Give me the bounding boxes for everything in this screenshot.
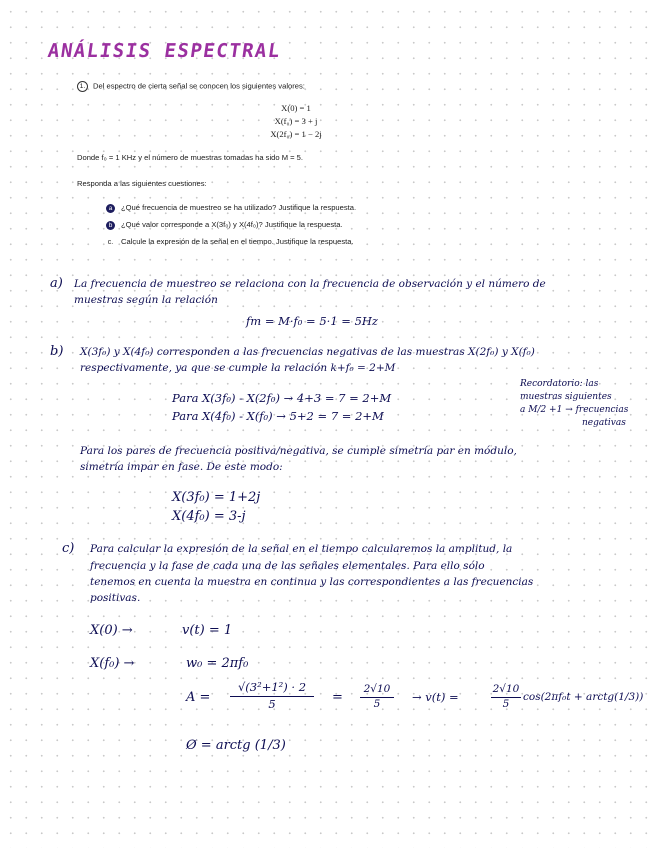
answer-b-line1: X(3f₀) y X(4f₀) corresponden a las frecuencias negativas de las muestras X(2f₀) y X(f₀) xyxy=(80,346,535,358)
answer-c-line4: positivas. xyxy=(90,592,141,604)
vt-coefficient-denominator: 5 xyxy=(502,698,510,710)
amplitude-denominator: 5 xyxy=(268,697,276,711)
question-c xyxy=(106,237,354,246)
question-b xyxy=(106,220,343,230)
question-a-marker: a xyxy=(106,204,115,213)
answer-c-line3: tenemos en cuenta la muestra en continua y las correspondientes a las frecuencias xyxy=(90,576,534,588)
vt-coefficient-numerator: 2√10 xyxy=(491,683,521,698)
answer-c-line1: Para calcular la expresión de la señal en el tiempo calcularemos la amplitud, la xyxy=(90,543,513,555)
answer-b-result1: X(3f₀) = 1+2j xyxy=(172,490,261,505)
reminder-line: Recordatorio: las xyxy=(520,379,599,389)
problem-intro-text: Del espectro de cierta señal se conocen los siguientes valores: xyxy=(93,81,305,91)
reminder-line: negativas xyxy=(582,418,626,428)
equation-x2f0: X(2f₀) = 1 − 2j xyxy=(270,129,322,139)
answer-b-result2: X(4f₀) = 3-j xyxy=(172,509,246,524)
answer-b-line3: Para los pares de frecuencia positiva/negativa, se cumple simetría par en módulo, xyxy=(80,445,517,457)
amplitude-simplified-numerator: 2√10 xyxy=(360,683,394,698)
answer-c-line2: frecuencia y la fase de cada una de las señales elementales. Para ello sólo xyxy=(90,560,485,572)
amplitude-equals: = xyxy=(332,690,343,705)
problem-prompt: Responda a las siguientes cuestiones: xyxy=(77,179,207,188)
answer-b-row2: Para X(4f₀) - X(f₀) → 5+2 = 7 = 2+M xyxy=(172,409,384,423)
page-title: ANÁLISIS ESPECTRAL xyxy=(46,40,283,62)
answer-c-label: c) xyxy=(62,541,75,556)
vt-arrow: → v(t) = xyxy=(412,690,459,704)
answer-b-line4: simetría impar en fase. De este modo: xyxy=(80,461,283,473)
equation-x0: X(0) = 1 xyxy=(281,103,311,113)
amplitude-simplified xyxy=(360,683,394,710)
vt-constant: v(t) = 1 xyxy=(182,623,233,638)
answer-b-label: b) xyxy=(50,344,64,359)
amplitude-label: A = xyxy=(186,690,211,705)
reminder-line: a M/2 +1 → frecuencias xyxy=(520,405,629,415)
question-a-text: ¿Qué frecuencia de muestreo se ha utilizado? Justifique la respuesta. xyxy=(121,203,357,212)
amplitude-numerator: √(3²+1²) · 2 xyxy=(230,680,314,697)
question-b-marker: b xyxy=(106,221,115,230)
question-c-text: Calcule la expresión de la señal en el tiempo. Justifique la respuesta. xyxy=(121,237,354,246)
answer-a-formula: fm = M·f₀ = 5·1 = 5Hz xyxy=(246,314,378,328)
xf0-arrow: X(f₀) → xyxy=(90,656,135,671)
answer-a-line1: La frecuencia de muestreo se relaciona con la frecuencia de observación y el número de xyxy=(74,278,546,290)
vt-coefficient xyxy=(491,683,521,710)
question-a xyxy=(106,203,356,213)
reminder-note xyxy=(520,378,628,430)
answer-b-row1: Para X(3f₀) - X(2f₀) → 4+3 = 7 = 2+M xyxy=(172,391,392,405)
answer-a-line2: muestras según la relación xyxy=(74,294,218,306)
problem-where: Donde f₀ = 1 KHz y el número de muestras tomadas ha sido M = 5. xyxy=(77,153,304,162)
amplitude-simplified-denominator: 5 xyxy=(373,698,381,710)
answer-b-line2: respectivamente, ya que se cumple la relación k+f₀ = 2+M xyxy=(80,362,396,374)
reminder-line: muestras siguientes xyxy=(520,392,612,402)
amplitude-fraction xyxy=(230,680,314,711)
phase-expression: Ø = arctg (1/3) xyxy=(186,738,286,753)
question-c-marker: c. xyxy=(107,239,114,246)
vt-expression: cos(2πf₀t + arctg(1/3)) xyxy=(523,691,644,703)
question-b-text: ¿Qué valor corresponde a X(3f₀) y X(4f₀)? Justifique la respuesta. xyxy=(121,220,343,229)
problem-number: 1. xyxy=(77,81,88,92)
equation-xf0: X(f₀) = 3 + j xyxy=(274,116,318,126)
problem-intro xyxy=(77,81,305,92)
answer-a-label: a) xyxy=(50,276,63,291)
x0-arrow: X(0) → xyxy=(90,623,133,638)
angular-frequency: w₀ = 2πf₀ xyxy=(186,656,249,671)
